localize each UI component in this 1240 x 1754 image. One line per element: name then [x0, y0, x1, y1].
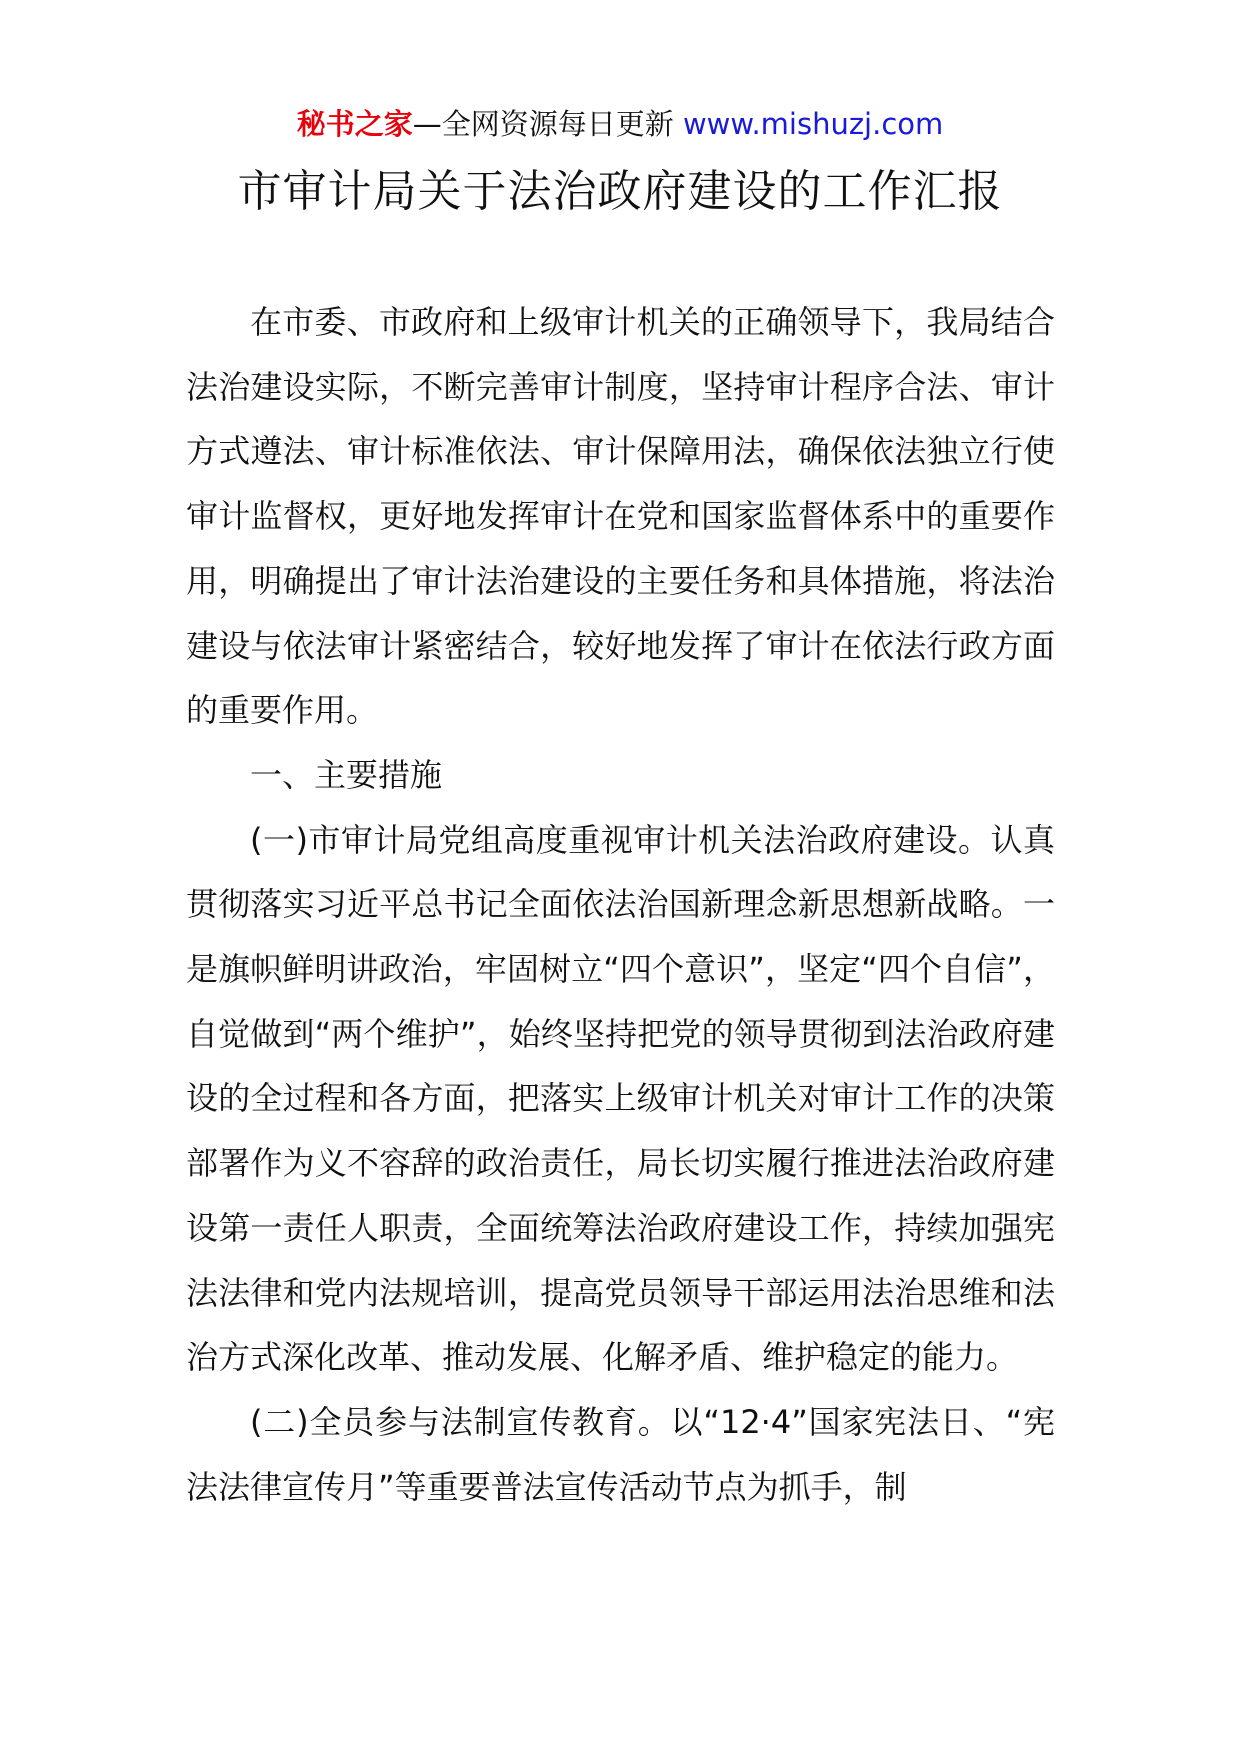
site-url-link[interactable]: www.mishuzj.com: [682, 107, 944, 141]
document-body: [186, 290, 1055, 1519]
brand-name: 秘书之家: [296, 107, 413, 141]
measure-paragraph-2: (二)全员参与法制宣传教育。以“12·4”国家宪法日、“宪法法律宣传月”等重要普法宣传活动节点为抓手，制: [186, 1402, 1055, 1506]
intro-paragraph: 在市委、市政府和上级审计机关的正确领导下，我局结合法治建设实际，不断完善审计制度，坚持审计程序合法、审计方式遵法、审计标准依法、审计保障用法，确保依法独立行使审计监督权，更好地发挥审计在党和国家监督体系中的重要作用，明确提出了审计法治建设的主要任务和具体措施，将法治建设与依法审计紧密结合，较好地发挥了审计在依法行政方面的重要作用。: [186, 303, 1055, 730]
measure-paragraph-1: (一)市审计局党组高度重视审计机关法治政府建设。认真贯彻落实习近平总书记全面依法治国新理念新思想新战略。一是旗帜鲜明讲政治，牢固树立“四个意识”，坚定“四个自信”，自觉做到“两个维护”，始终坚持把党的领导贯彻到法治政府建设的全过程和各方面，把落实上级审计机关对审计工作的决策部署作为义不容辞的政治责任，局长切实履行推进法治政府建设第一责任人职责，全面统筹法治政府建设工作，持续加强宪法法律和党内法规培训，提高党员领导干部运用法治思维和法治方式深化改革、推动发展、化解矛盾、维护稳定的能力。: [186, 820, 1055, 1377]
section-heading-main-measures: 一、主要措施: [250, 755, 443, 794]
header-slogan: —全网资源每日更新: [412, 107, 674, 141]
page-header: [0, 100, 1240, 148]
document-title: 市审计局关于法治政府建设的工作汇报: [237, 166, 1003, 217]
